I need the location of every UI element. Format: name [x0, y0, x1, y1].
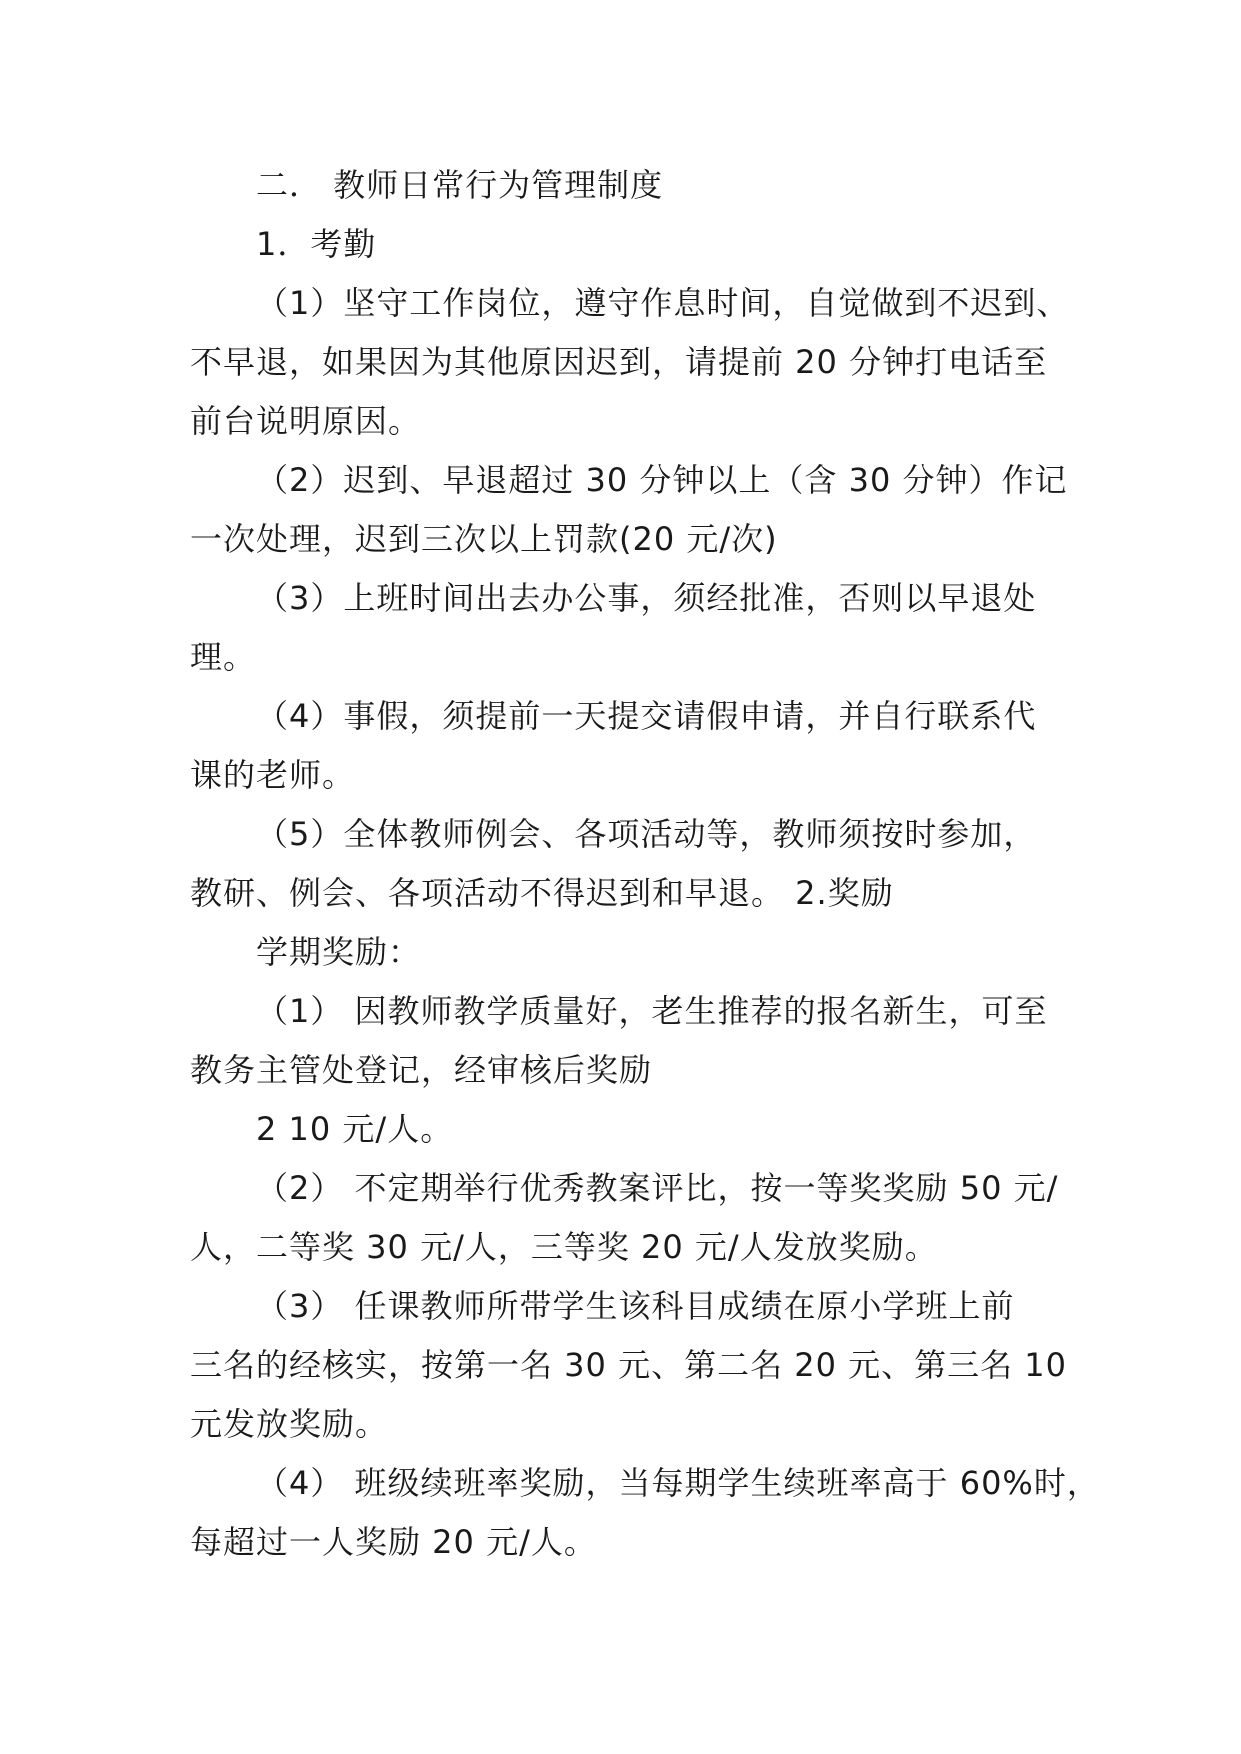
paragraph-line: 三名的经核实，按第一名 30 元、第二名 20 元、第三名 10 [190, 1346, 1068, 1384]
paragraph-line: 2 10 元/人。 [256, 1110, 454, 1148]
paragraph-line: （3） 任课教师所带学生该科目成绩在原小学班上前 [256, 1287, 1015, 1325]
paragraph-line: （2） 不定期举行优秀教案评比，按一等奖奖励 50 元/ [256, 1169, 1059, 1207]
paragraph-line: 元发放奖励。 [190, 1405, 389, 1443]
subsection-heading-attendance: 1．考勤 [256, 225, 377, 263]
paragraph-line: 人，二等奖 30 元/人，三等奖 20 元/人发放奖励。 [190, 1228, 938, 1266]
paragraph-line: 课的老师。 [190, 756, 356, 794]
paragraph-line: （5）全体教师例会、各项活动等，教师须按时参加， [256, 815, 1037, 853]
paragraph-line: （4）事假，须提前一天提交请假申请，并自行联系代 [256, 697, 1037, 735]
subsection-heading-rewards: 学期奖励： [256, 933, 422, 971]
paragraph-line: （3）上班时间出去办公事，须经批准，否则以早退处 [256, 579, 1037, 617]
paragraph-line: （2）迟到、早退超过 30 分钟以上（含 30 分钟）作记 [256, 461, 1068, 499]
paragraph-line: 理。 [190, 638, 257, 676]
paragraph-line: 每超过一人奖励 20 元/人。 [190, 1523, 597, 1561]
paragraph-line: （4） 班级续班率奖励，当每期学生续班率高于 60%时， [256, 1464, 1100, 1502]
paragraph-line: 教务主管处登记，经审核后奖励 [190, 1051, 653, 1089]
paragraph-line: （1） 因教师教学质量好，老生推荐的报名新生，可至 [256, 992, 1048, 1030]
paragraph-line: 前台说明原因。 [190, 402, 422, 440]
paragraph-line: （1）坚守工作岗位，遵守作息时间，自觉做到不迟到、 [256, 284, 1070, 322]
paragraph-line: 教研、例会、各项活动不得迟到和早退。 2.奖励 [190, 874, 894, 912]
paragraph-line: 不早退，如果因为其他原因迟到，请提前 20 分钟打电话至 [190, 343, 1048, 381]
paragraph-line: 一次处理，迟到三次以上罚款(20 元/次) [190, 520, 778, 558]
section-heading: 二． 教师日常行为管理制度 [256, 166, 664, 204]
